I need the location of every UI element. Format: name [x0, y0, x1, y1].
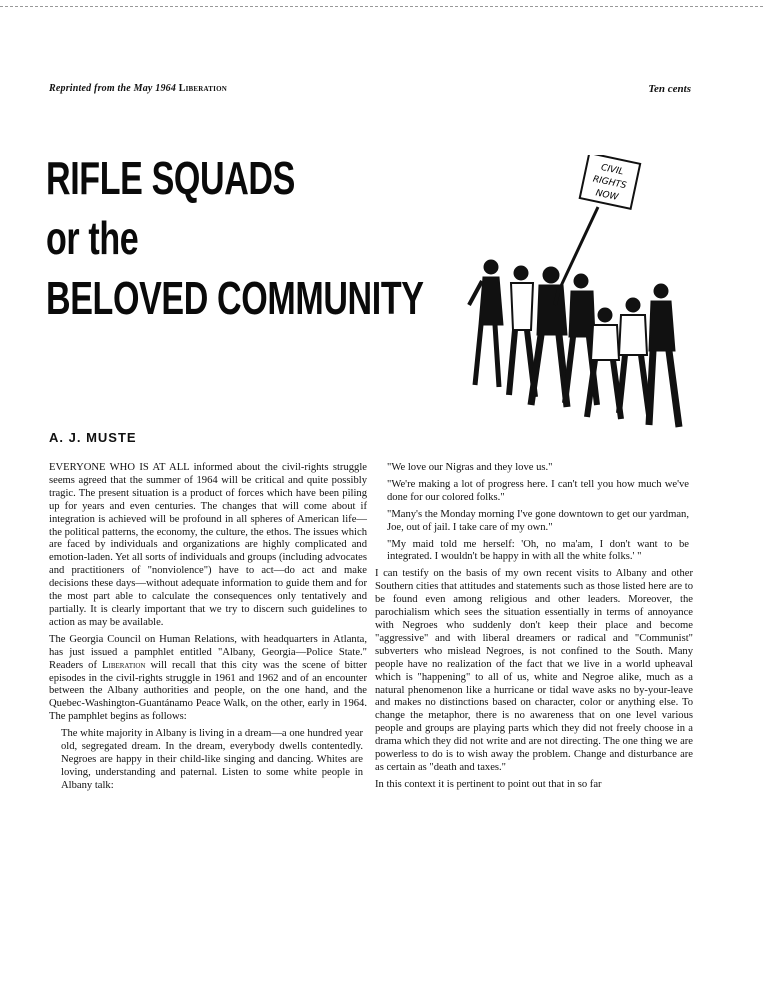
top-border-rule [0, 6, 763, 7]
title-line-1: RIFLE SQUADS [46, 152, 295, 204]
quote-4: "My maid told me herself: 'Oh, no ma'am, I don't want to be integrated. I wouldn't be happy in with all the white folks.' " [387, 538, 689, 563]
publication-name: Liberation [102, 659, 146, 671]
marching-figures [469, 260, 679, 427]
reprint-notice [49, 83, 227, 94]
paragraph: I can testify on the basis of my own recent visits to Albany and other Southern cities that attitudes and statements such as those listed here are to be found even among religious and other leaders. Moreover, the parochialism which sees the situation essentially in terms of annoyance with Negroes who suddenly don't keep their place and become "aggressive" and with liberal dreamers or radical and "Communist" subverters who mislead Negroes, is not confined to the South. Many people have no realization of the fact that we live in a world upheaval which is "happening" to all of us, white and Negroe alike, much as a natural phenomenon like a hurricane or tidal wave asks no by-your-leave and makes no distinctions based on character, color or anything else. To change the metaphor, there is no awareness that on one level various people and groups are playing parts which they did not freely choose in a drama which they did not write and are not directing. The one thing we are powerless to do is to wish away the problem. Change and disturbance are as certain as "death and taxes." [375, 568, 693, 773]
left-column [49, 462, 367, 797]
protest-illustration [455, 155, 695, 435]
paragraph-text: The Georgia Council on Human Relations, with headquarters in Atlanta, has just issued a pamphlet entitled "Albany, Georgia—Police State." Readers of [49, 633, 367, 671]
reprint-publication: Liberation [178, 83, 227, 94]
sign-text-2: RIGHTS [591, 174, 628, 192]
title-line-3: BELOVED COMMUNITY [46, 272, 424, 324]
protest-sign [580, 155, 640, 209]
paragraph: EVERYONE WHO IS AT ALL informed about the civil-rights struggle seems agreed that the summer of 1964 will be critical and quite possibly tragic. The present situation is a product of forces which have been piling up for years and even centuries. The changes that will come about if integration is achieved will be profound in all spheres of American life—the political patterns, the economy, the culture, the ethos. The issues which are faced by individuals and organizations are highly complicated and emotion-laden. Yet all sorts of individuals and groups (including advocates and practitioners of "nonviolence") have to act—do act and make decisions these days—without adequate information to guide them and for the most part able to calculate the consequences only tentatively and partially. It is clearly important that we try to discern such guidelines to action as may be available. [49, 462, 367, 628]
quote-2: "We're making a lot of progress here. I can't tell you how much we've done for our colored folks." [387, 478, 689, 503]
block-quote: The white majority in Albany is living in a dream—a one hundred year old, segregated dream. In the dream, everybody dwells contentedly. Negroes are happy in their child-like singing and dancing. Whites are loving, understanding and paternal. Listen to some white people in Albany talk: [61, 728, 363, 791]
article-title [46, 148, 424, 328]
sign-text-1: CIVIL [600, 162, 625, 178]
reprint-prefix: Reprinted from the May 1964 [49, 83, 179, 94]
quote-3: "Many's the Monday morning I've gone downtown to get our yardman, Joe, out of jail. I take care of my own." [387, 508, 689, 533]
author-byline: A. J. MUSTE [49, 430, 137, 445]
sign-text-3: NOW [594, 188, 619, 203]
right-column [375, 462, 693, 796]
quote-1: "We love our Nigras and they love us." [387, 462, 553, 473]
price-label: Ten cents [648, 83, 691, 95]
title-line-2: or the [46, 212, 139, 264]
paragraph: In this context it is pertinent to point out that in so far [375, 778, 602, 790]
paragraph [49, 634, 367, 724]
paragraph-text: will recall that this city was the scene of bitter episodes in the civil-rights struggle in 1961 and 1962 and of an encounter between the Albany authorities and people, on the one hand, and the Quebec-Washington-Guantánamo Peace Walk, on the other, early in 1964. The pamphlet begins as follows: [49, 659, 367, 723]
